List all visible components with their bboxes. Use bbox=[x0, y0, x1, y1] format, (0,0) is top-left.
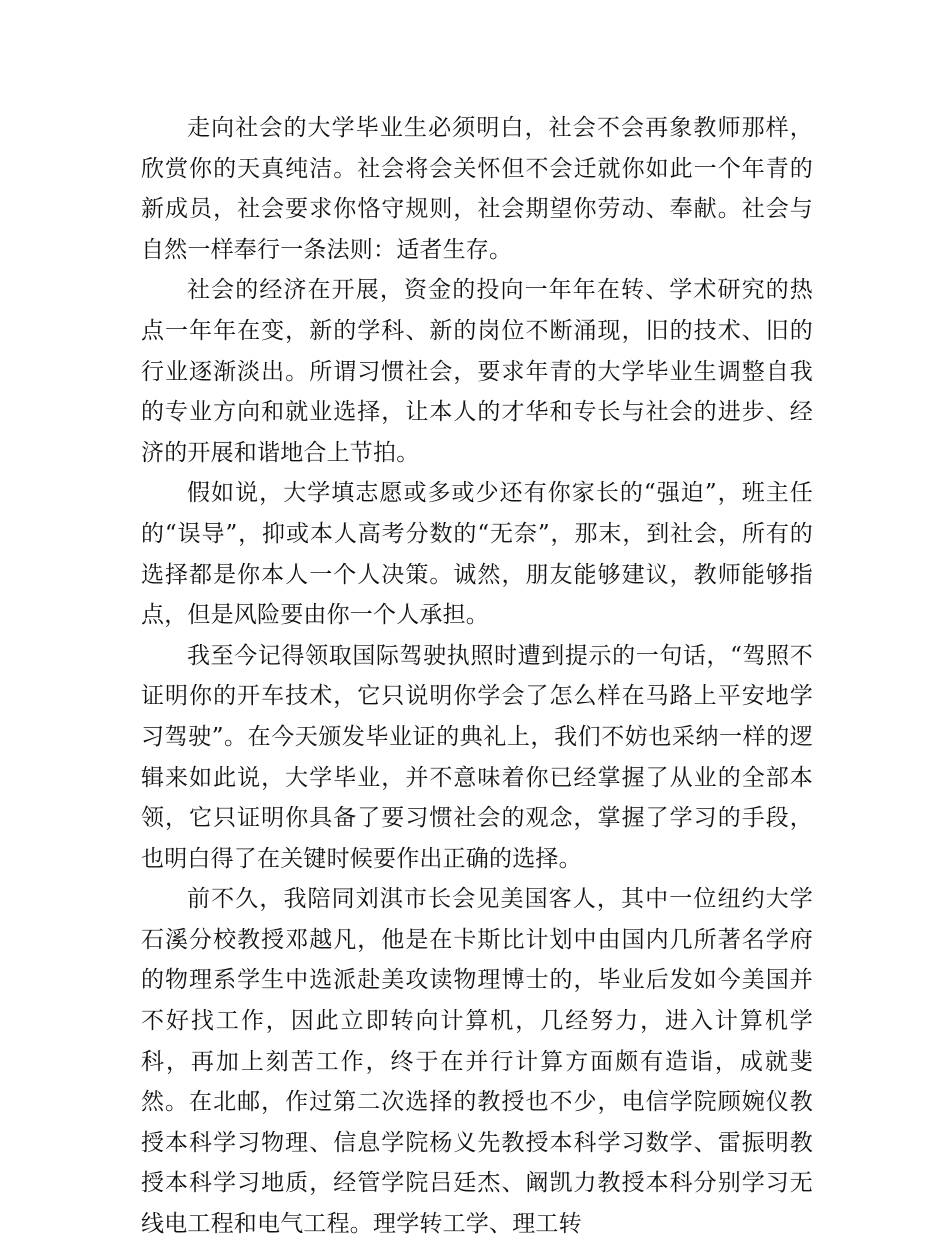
document-body bbox=[141, 108, 813, 1245]
paragraph-5: 前不久，我陪同刘淇市长会见美国客人，其中一位纽约大学石溪分校教授邓越凡，他是在卡斯比计划中由国内几所著名学府的物理系学生中选派赴美攻读物理博士的，毕业后发如今美国并不好找工作，因此立即转向计算机，几经努力，进入计算机学科，再加上刻苦工作，终于在并行计算方面颇有造诣，成就斐然。在北邮，作过第二次选择的教授也不少，电信学院顾婉仪教授本科学习物理、信息学院杨义先教授本科学习数学、雷振明教授本科学习地质，经管学院吕廷杰、阚凯力教授本科分别学习无线电工程和电气工程。理学转工学、理工转 bbox=[141, 886, 813, 1238]
paragraph-2: 社会的经济在开展，资金的投向一年年在转、学术研究的热点一年年在变，新的学科、新的岗位不断涌现，旧的技术、旧的行业逐渐淡出。所谓习惯社会，要求年青的大学毕业生调整自我的专业方向和就业选择，让本人的才华和专长与社会的进步、经济的开展和谐地合上节拍。 bbox=[141, 277, 813, 466]
paragraph-1: 走向社会的大学毕业生必须明白，社会不会再象教师那样，欣赏你的天真纯洁。社会将会关怀但不会迁就你如此一个年青的新成员，社会要求你恪守规则，社会期望你劳动、奉献。社会与自然一样奉行一条法则：适者生存。 bbox=[141, 115, 813, 263]
paragraph-4: 我至今记得领取国际驾驶执照时遭到提示的一句话，“驾照不证明你的开车技术，它只说明你学会了怎么样在马路上平安地学习驾驶”。在今天颁发毕业证的典礼上，我们不妨也采纳一样的逻辑来如此说，大学毕业，并不意味着你已经掌握了从业的全部本领，它只证明你具备了要习惯社会的观念，掌握了学习的手段，也明白得了在关键时候要作出正确的选择。 bbox=[141, 642, 813, 872]
paragraph-3: 假如说，大学填志愿或多或少还有你家长的“强迫”，班主任的“误导”，抑或本人高考分数的“无奈”，那末，到社会，所有的选择都是你本人一个人决策。诚然，朋友能够建议，教师能够指点，但是风险要由你一个人承担。 bbox=[141, 480, 813, 629]
